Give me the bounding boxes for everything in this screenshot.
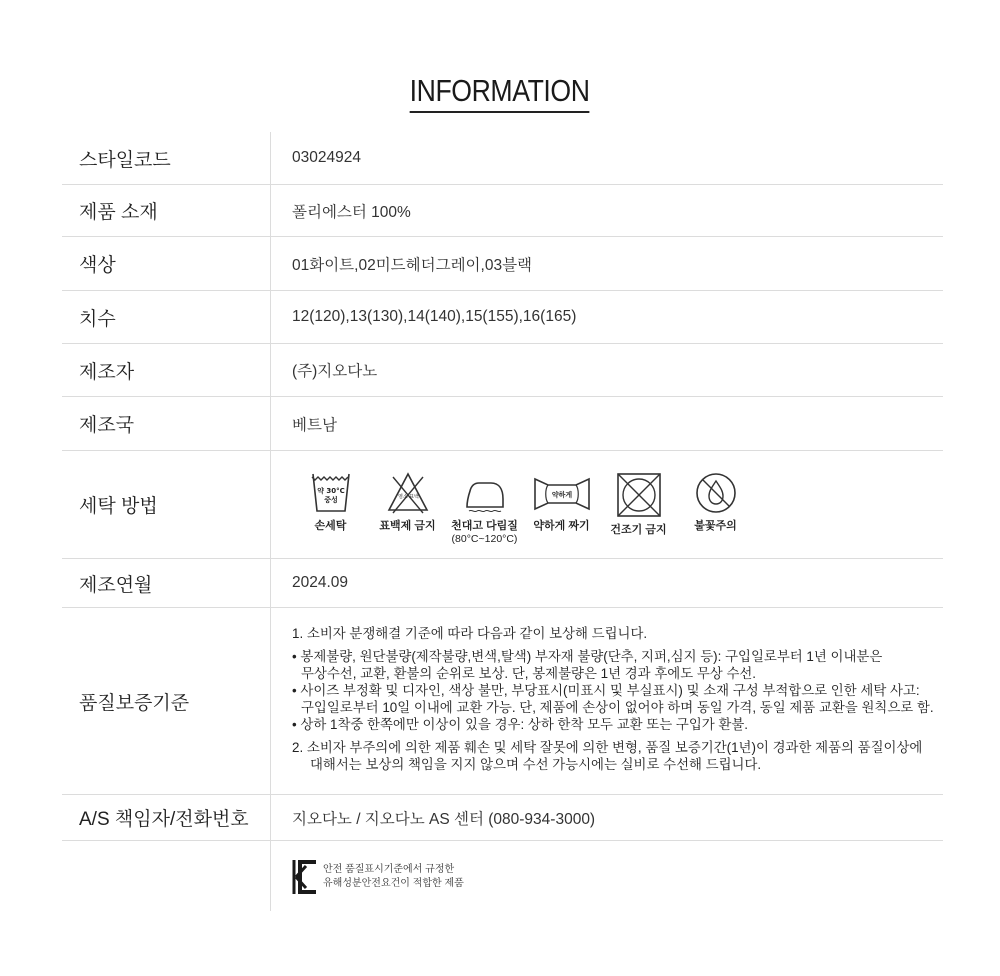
caption-no-flame: 불꽃주의 bbox=[694, 520, 737, 532]
kc-mark-icon bbox=[292, 858, 318, 896]
quality-line-2: • 봉제불량, 원단불량(제작불량,변색,탈색) 부자재 불량(단추, 지퍼,심지 등): 구입일로부터 1년 이내분은 bbox=[292, 649, 883, 664]
value-style-code: 03024924 bbox=[292, 149, 361, 166]
svg-text:중성: 중성 bbox=[323, 496, 338, 504]
row-date bbox=[62, 559, 943, 608]
quality-line-5: 구입일로부터 10일 이내에 교환 가능. 단, 제품에 손상이 없어야 하며 동일 가격, 동일 제품 교환을 원칙으로 함. bbox=[301, 700, 934, 715]
no-tumble-dry-icon bbox=[615, 471, 663, 519]
information-heading: INFORMATION bbox=[410, 72, 590, 113]
label-wash: 세탁 방법 bbox=[62, 451, 271, 558]
wash-item-hand-wash bbox=[292, 471, 369, 533]
label-material: 제품 소재 bbox=[62, 185, 271, 236]
label-quality: 품질보증기준 bbox=[62, 608, 271, 794]
value-material: 폴리에스터 100% bbox=[292, 203, 411, 221]
label-as: A/S 책임자/전화번호 bbox=[62, 795, 271, 840]
value-as: 지오다노 / 지오다노 AS 센터 (080-934-3000) bbox=[292, 810, 596, 828]
wash-item-iron bbox=[446, 471, 523, 545]
wash-icons bbox=[292, 451, 943, 558]
svg-text:염소: 염소 bbox=[397, 494, 408, 500]
row-as bbox=[62, 795, 943, 841]
value-maker: (주)지오다노 bbox=[292, 363, 378, 380]
value-color: 01화이트,02미드헤더그레이,03블랙 bbox=[292, 256, 533, 274]
iron-medium-icon bbox=[463, 471, 507, 515]
gentle-wring-icon bbox=[532, 471, 592, 515]
quality-line-1: 1. 소비자 분쟁해결 기준에 따라 다음과 같이 보상해 드립니다. bbox=[292, 626, 648, 641]
row-wash bbox=[62, 451, 943, 559]
caption-no-dryer: 건조기 금지 bbox=[610, 524, 667, 536]
kc-certification bbox=[292, 858, 464, 896]
no-flame-icon bbox=[694, 471, 738, 515]
page-title bbox=[0, 72, 1000, 113]
wash-item-no-flame bbox=[677, 471, 754, 533]
quality-line-6: • 상하 1착중 한쪽에만 이상이 있을 경우: 상하 한착 모두 교환 또는 구입가 환불. bbox=[292, 717, 748, 732]
info-table bbox=[62, 132, 943, 911]
row-size bbox=[62, 291, 943, 344]
label-country: 제조국 bbox=[62, 397, 271, 450]
svg-text:표백: 표백 bbox=[408, 494, 419, 500]
row-maker bbox=[62, 344, 943, 397]
row-country bbox=[62, 397, 943, 451]
value-date: 2024.09 bbox=[292, 574, 349, 591]
label-kc-empty bbox=[62, 841, 271, 911]
caption-iron: 천대고 다림질 bbox=[451, 520, 518, 532]
kc-line-1: 안전 품질표시기준에서 규정한 bbox=[323, 864, 455, 875]
label-maker: 제조자 bbox=[62, 344, 271, 396]
quality-line-4: • 사이즈 부정확 및 디자인, 색상 불만, 부당표시(미표시 및 부실표시) 및 소재 구성 부적합으로 인한 세탁 사고: bbox=[292, 683, 920, 698]
wash-item-gentle-wring bbox=[523, 471, 600, 533]
kc-line-2: 유해성분안전요건이 적합한 제품 bbox=[323, 878, 464, 889]
quality-line-3: 무상수선, 교환, 환불의 순위로 보상. 단, 봉제불량은 1년 경과 후에도 무상 수선. bbox=[301, 666, 757, 681]
label-style-code: 스타일코드 bbox=[62, 132, 271, 184]
caption-no-bleach: 표백제 금지 bbox=[379, 520, 436, 532]
row-kc bbox=[62, 841, 943, 911]
svg-text:약하게: 약하게 bbox=[551, 491, 572, 499]
label-color: 색상 bbox=[62, 237, 271, 290]
value-size: 12(120),13(130),14(140),15(155),16(165) bbox=[292, 308, 577, 325]
quality-line-8: 대해서는 보상의 책임을 지지 않으며 수선 가능시에는 실비로 수선해 드립니다. bbox=[310, 757, 762, 772]
svg-text:약 30°C: 약 30°C bbox=[316, 487, 345, 495]
quality-line-7: 2. 소비자 부주의에 의한 제품 훼손 및 세탁 잘못에 의한 변형, 품질 보증기간(1년)이 경과한 제품의 품질이상에 bbox=[292, 740, 923, 755]
row-material bbox=[62, 185, 943, 237]
caption-hand-wash: 손세탁 bbox=[314, 520, 347, 532]
wash-item-no-bleach bbox=[369, 471, 446, 533]
label-date: 제조연월 bbox=[62, 559, 271, 607]
quality-text bbox=[292, 625, 943, 773]
row-quality bbox=[62, 608, 943, 795]
row-style-code bbox=[62, 132, 943, 185]
caption-iron-temp: (80°C~120°C) bbox=[451, 533, 518, 545]
caption-gentle-wring: 약하게 짜기 bbox=[533, 520, 590, 532]
value-country: 베트남 bbox=[292, 416, 337, 434]
hand-wash-30c-icon bbox=[309, 471, 353, 515]
label-size: 치수 bbox=[62, 291, 271, 343]
row-color bbox=[62, 237, 943, 291]
kc-caption bbox=[323, 863, 464, 891]
wash-item-no-dryer bbox=[600, 471, 677, 537]
no-bleach-icon bbox=[386, 471, 430, 515]
